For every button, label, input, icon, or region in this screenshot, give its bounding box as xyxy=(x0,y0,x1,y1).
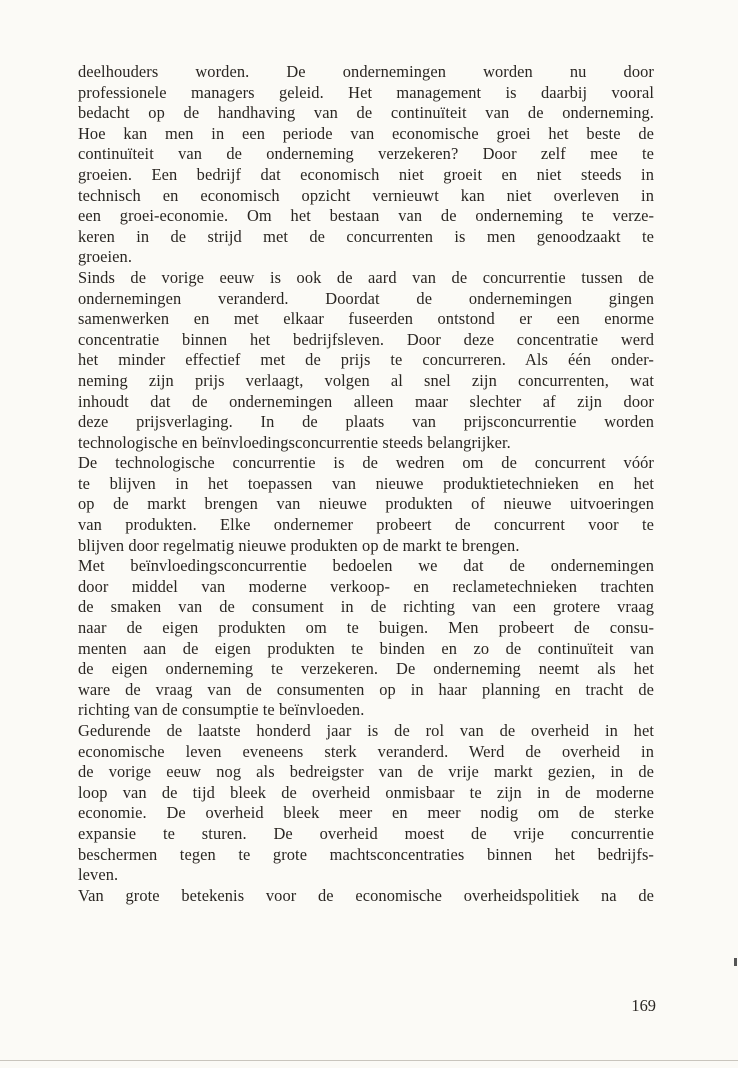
text-line: de eigen onderneming te verzekeren. De onderneming neemt als het xyxy=(78,659,654,679)
text-line: van produkten. Elke ondernemer probeert de concurrent voor te xyxy=(78,515,654,535)
text-line: loop van de tijd bleek de overheid onmisbaar te zijn in de moderne xyxy=(78,782,654,802)
text-line: Hoe kan men in een periode van economische groei het beste de xyxy=(78,123,654,143)
text-line: groeien. Een bedrijf dat economisch niet groeit en niet steeds in xyxy=(78,164,654,184)
text-line: Gedurende de laatste honderd jaar is de rol van de overheid in het xyxy=(78,721,654,740)
text-line: professionele managers geleid. Het management is daarbij vooral xyxy=(78,82,654,102)
text-line: keren in de strijd met de concurrenten is men genoodzaakt te xyxy=(78,226,654,246)
text-line: blijven door regelmatig nieuwe produkten op de markt te brengen. xyxy=(78,535,520,555)
text-line: deze prijsverlaging. In de plaats van prijsconcurrentie worden xyxy=(78,412,654,432)
text-line: op de markt brengen van nieuwe produkten of nieuwe uitvoeringen xyxy=(78,494,654,514)
text-line: neming zijn prijs verlaagt, volgen al snel zijn concurrenten, wat xyxy=(78,370,654,390)
text-line: concentratie binnen het bedrijfsleven. Door deze concentratie werd xyxy=(78,329,654,349)
text-line: inhoudt dat de ondernemingen alleen maar slechter af zijn door xyxy=(78,391,654,411)
text-line: technologische en beïnvloedingsconcurrentie steeds belangrijker. xyxy=(78,432,511,452)
text-line: menten aan de eigen produkten te binden en zo de continuïteit van xyxy=(78,638,654,658)
page-number: 169 xyxy=(631,996,656,1015)
text-line: het minder effectief met de prijs te concurreren. Als één onder- xyxy=(78,350,654,370)
text-line: ware de vraag van de consumenten op in haar planning en tracht de xyxy=(78,679,654,699)
text-line: technisch en economisch opzicht vernieuwt kan niet overleven in xyxy=(78,185,654,205)
text-line: De technologische concurrentie is de wedren om de concurrent vóór xyxy=(78,453,654,473)
edge-mark xyxy=(734,958,737,966)
text-line: richting van de consumptie te beïnvloeden. xyxy=(78,700,365,720)
text-line: Met beïnvloedingsconcurrentie bedoelen we dat de ondernemingen xyxy=(78,556,654,576)
bottom-rule xyxy=(0,1060,738,1061)
text-line: bedacht op de handhaving van de continuïteit van de onderneming. xyxy=(78,103,654,123)
text-line: te blijven in het toepassen van nieuwe produktietechnieken en het xyxy=(78,473,654,493)
text-line: ondernemingen veranderd. Doordat de ondernemingen gingen xyxy=(78,288,654,308)
text-line: leven. xyxy=(78,865,119,885)
text-line: samenwerken en met elkaar fuseerden ontstond er een enorme xyxy=(78,309,654,329)
text-line: continuïteit van de onderneming verzekeren? Door zelf mee te xyxy=(78,144,654,164)
text-line: naar de eigen produkten om te buigen. Men probeert de consu- xyxy=(78,618,654,638)
text-line: economie. De overheid bleek meer en meer nodig om de sterke xyxy=(78,803,654,823)
page-body xyxy=(78,62,654,906)
text-line: beschermen tegen te grote machtsconcentraties binnen het bedrijfs- xyxy=(78,844,654,864)
text-line: de smaken van de consument in de richting van een grotere vraag xyxy=(78,597,654,617)
text-line: de vorige eeuw nog als bedreigster van de vrije markt gezien, in de xyxy=(78,762,654,782)
text-line: expansie te sturen. De overheid moest de vrije concurrentie xyxy=(78,823,654,843)
text-line: een groei-economie. Om het bestaan van de onderneming te verze- xyxy=(78,206,654,226)
text-line: deelhouders worden. De ondernemingen worden nu door xyxy=(78,62,654,81)
text-line: door middel van moderne verkoop- en reclametechnieken trachten xyxy=(78,576,654,596)
text-line: groeien. xyxy=(78,247,133,267)
text-line: Sinds de vorige eeuw is ook de aard van de concurrentie tussen de xyxy=(78,267,654,287)
text-line: Van grote betekenis voor de economische overheidspolitiek na de xyxy=(78,885,654,905)
text-line: economische leven eveneens sterk veranderd. Werd de overheid in xyxy=(78,741,654,761)
